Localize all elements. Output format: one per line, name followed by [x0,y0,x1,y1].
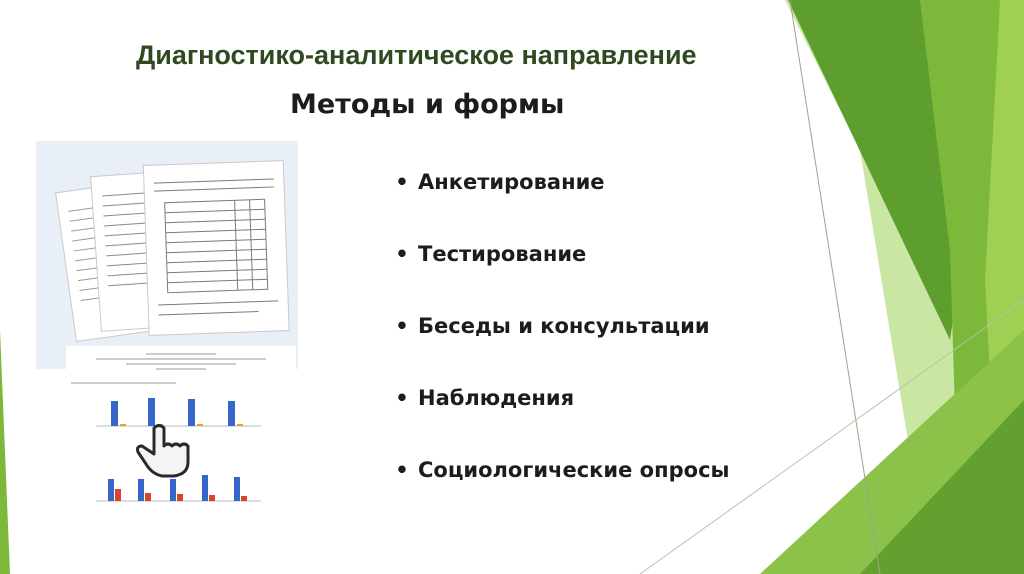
list-item-label: Тестирование [418,242,587,266]
green-shape-left [0,330,10,574]
list-item-label: Социологические опросы [418,458,730,482]
bullet-icon: • [395,458,409,482]
list-item [390,236,730,308]
bullet-icon: • [395,242,409,266]
bullet-icon: • [395,386,409,410]
bullet-icon: • [395,314,409,338]
list-item [390,380,730,452]
list-item-label: Беседы и консультации [418,314,710,338]
list-item [390,452,730,524]
list-item-label: Анкетирование [418,170,605,194]
methods-list [390,164,730,524]
paper-front [143,161,289,336]
hand-pointer-icon [132,422,204,478]
list-item-label: Наблюдения [418,386,575,410]
slide-title: Диагностико-аналитическое направление [136,40,697,70]
slide-subtitle: Методы и формы [290,89,565,120]
list-item [390,164,730,236]
bullet-icon: • [395,170,409,194]
list-item [390,308,730,380]
